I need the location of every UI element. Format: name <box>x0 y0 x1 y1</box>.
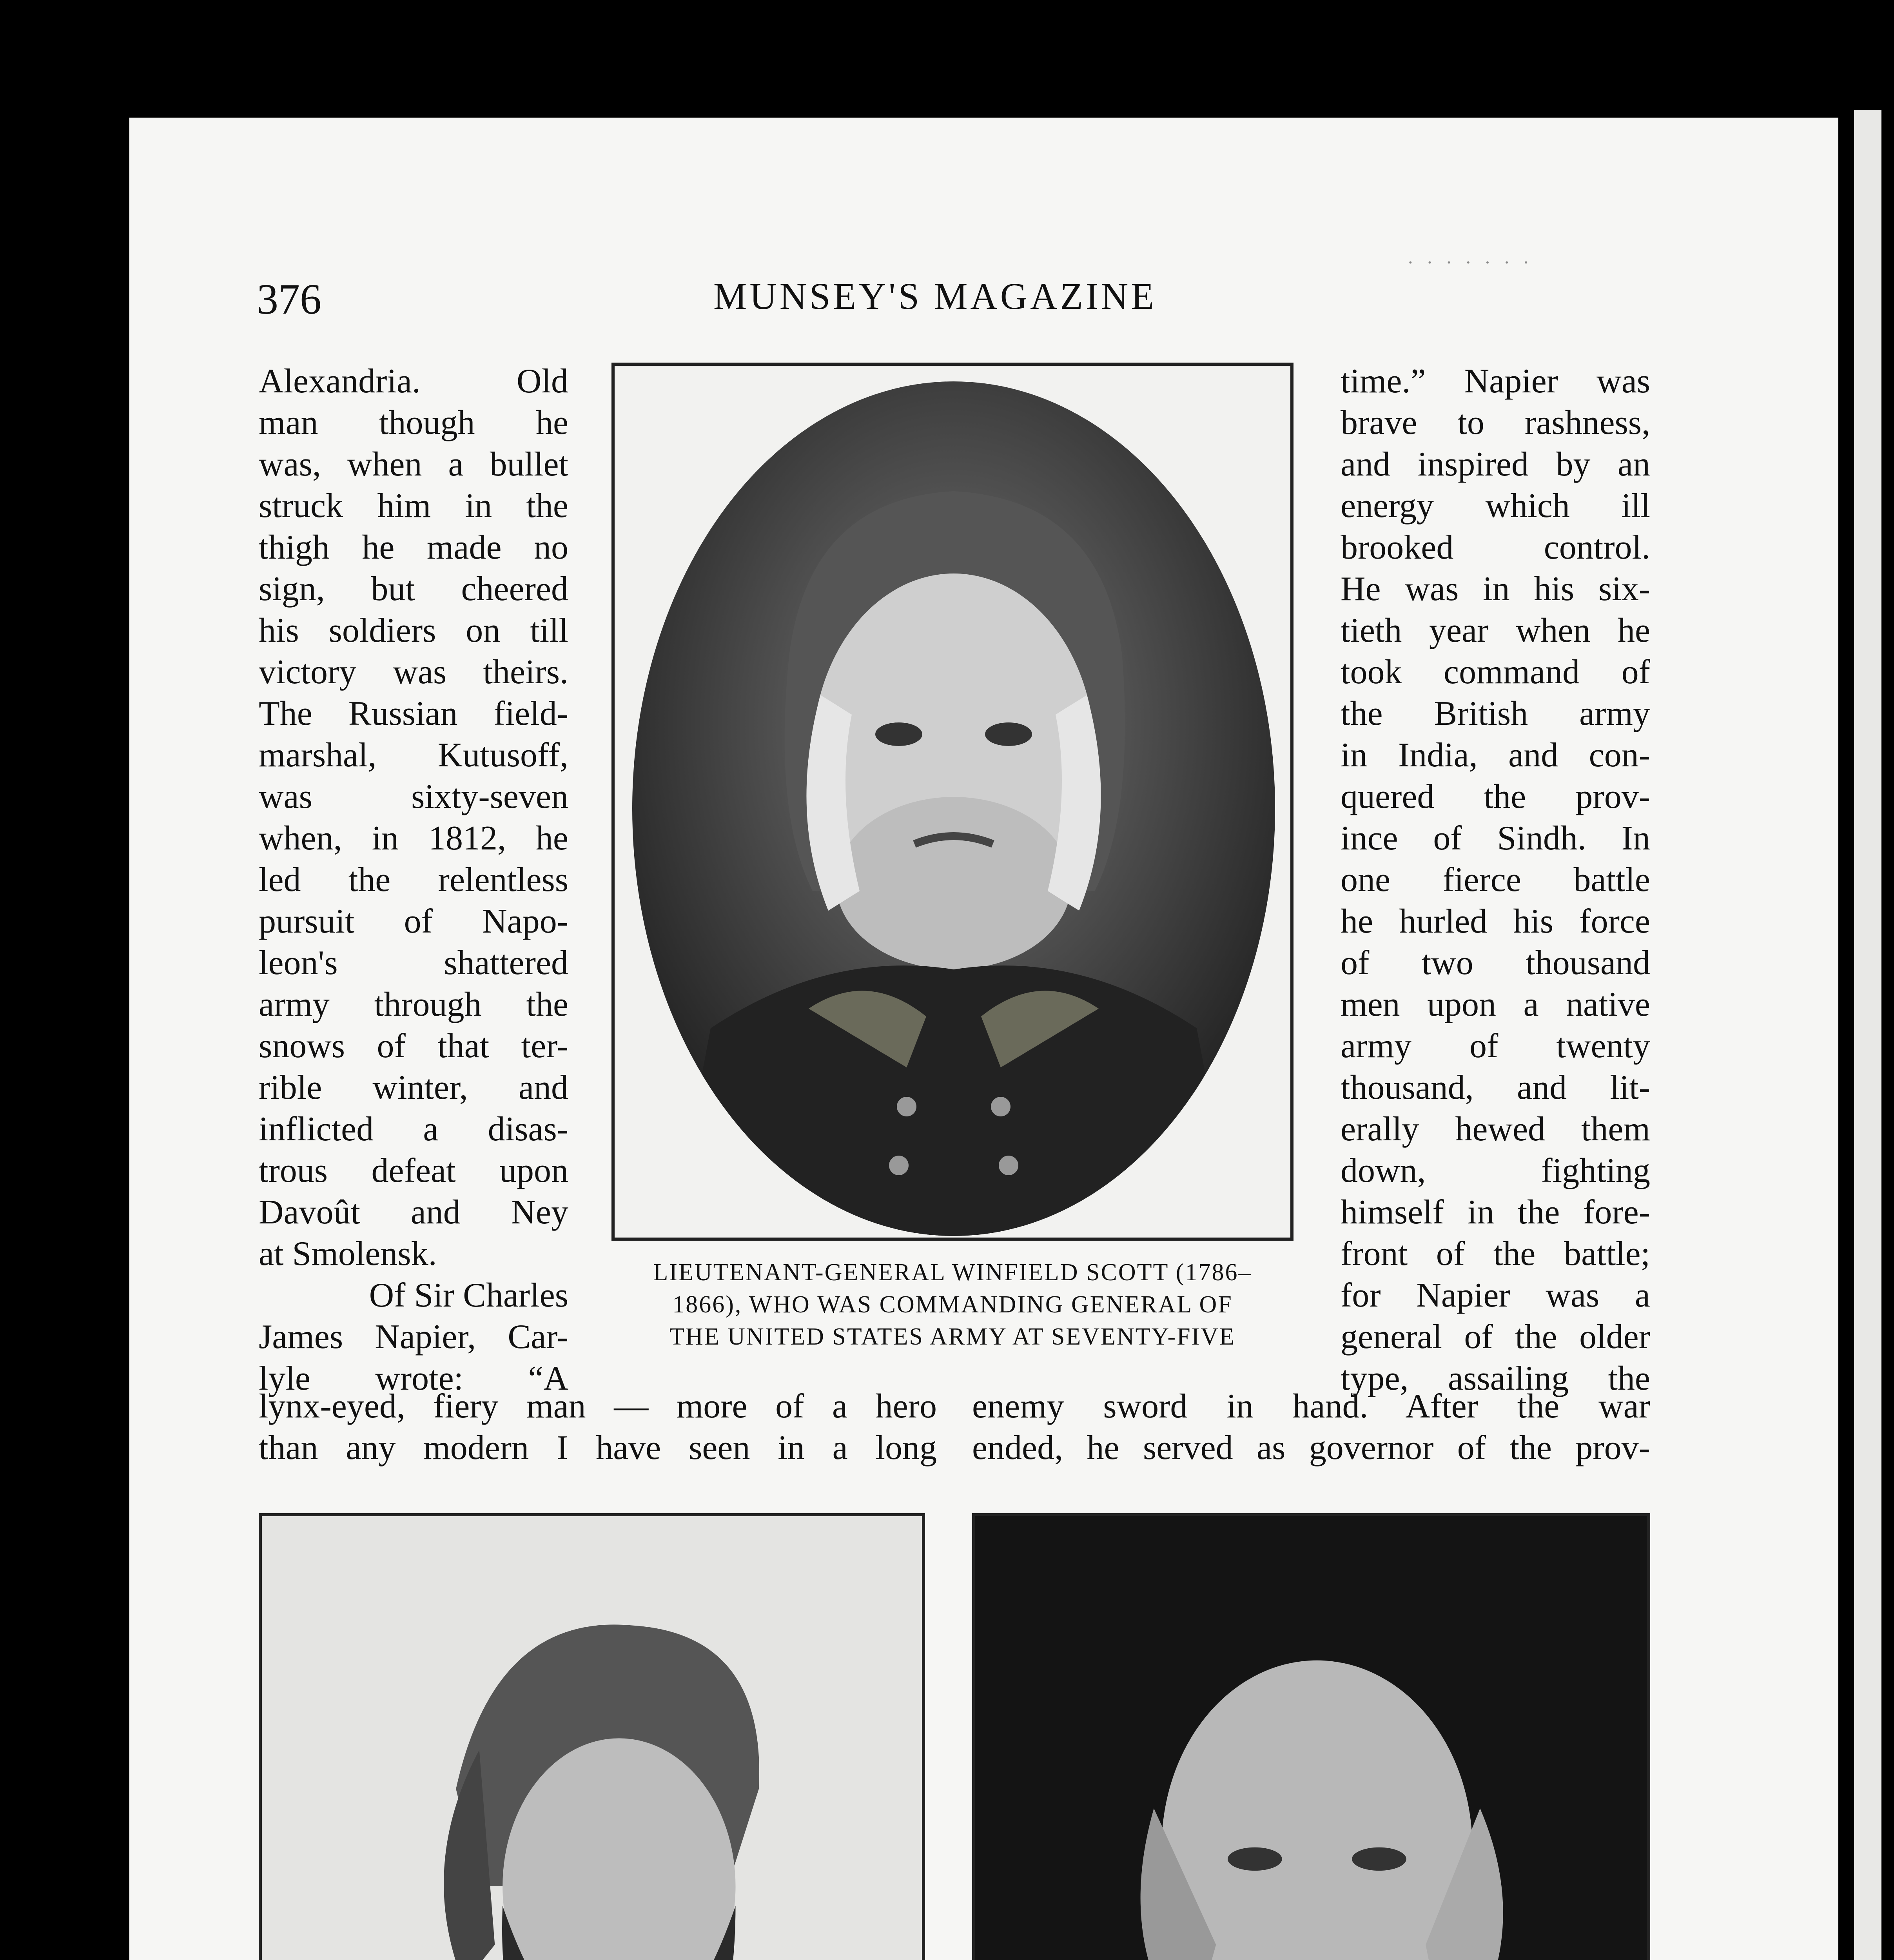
scott-portrait-image <box>632 381 1275 1236</box>
text-line: ince of Sindh. In <box>1341 819 1650 857</box>
spencer-portrait <box>972 1513 1650 1960</box>
text-line: The Russian field- <box>259 695 568 733</box>
text-line: struck him in the <box>259 487 568 525</box>
text-line: victory was theirs. <box>259 653 568 691</box>
text-line: tieth year when he <box>1341 612 1650 650</box>
text-line: he hurled his force <box>1341 902 1650 940</box>
caption-line: LIEUTENANT-GENERAL WINFIELD SCOTT (1786– <box>653 1259 1252 1286</box>
text-line: brooked control. <box>1341 528 1650 566</box>
spencer-portrait-image <box>975 1516 1647 1960</box>
text-line: James Napier, Car- <box>259 1318 568 1356</box>
text-line: time.” Napier was <box>1341 362 1650 400</box>
text-line: general of the older <box>1341 1318 1650 1356</box>
page-gutter <box>1838 110 1854 1960</box>
text-line: inflicted a disas- <box>259 1110 568 1148</box>
text-line: snows of that ter- <box>259 1027 568 1065</box>
text-line: his soldiers on till <box>259 612 568 650</box>
text-line: thousand, and lit- <box>1341 1069 1650 1107</box>
text-line: in India, and con- <box>1341 736 1650 774</box>
text-line: front of the battle; <box>1341 1235 1650 1273</box>
text-line: took command of <box>1341 653 1650 691</box>
text-line: when, in 1812, he <box>259 819 568 857</box>
caption-line: THE UNITED STATES ARMY AT SEVENTY-FIVE <box>669 1323 1235 1350</box>
tennyson-portrait-image <box>262 1516 922 1960</box>
text-line: was sixty-seven <box>259 778 568 816</box>
text-line: was, when a bullet <box>259 445 568 483</box>
text-line: marshal, Kutusoff, <box>259 736 568 774</box>
text-line: enemy sword in hand. After the war <box>972 1387 1650 1425</box>
text-line: erally hewed them <box>1341 1110 1650 1148</box>
text-line: army through the <box>259 985 568 1024</box>
text-line: He was in his six- <box>1341 570 1650 608</box>
text-line: Of Sir Charles <box>369 1276 568 1314</box>
text-line: himself in the fore- <box>1341 1193 1650 1231</box>
text-line: energy which ill <box>1341 487 1650 525</box>
text-line: ended, he served as governor of the prov- <box>972 1429 1650 1467</box>
text-line: one fierce battle <box>1341 861 1650 899</box>
text-line: trous defeat upon <box>259 1152 568 1190</box>
text-line: for Napier was a <box>1341 1276 1650 1314</box>
text-line: led the relentless <box>259 861 568 899</box>
text-line: sign, but cheered <box>259 570 568 608</box>
left-text-column <box>259 361 568 1399</box>
text-line: lyle wrote: “A <box>259 1359 568 1397</box>
text-line: Davoût and Ney <box>259 1193 568 1231</box>
print-specks: · · · · · · · <box>1407 251 1533 273</box>
scott-portrait-frame <box>611 363 1294 1241</box>
scott-portrait <box>632 381 1275 1236</box>
text-line: lynx-eyed, fiery man — more of a hero <box>259 1387 937 1425</box>
text-line: the British army <box>1341 695 1650 733</box>
text-line: at Smolensk. <box>259 1235 437 1273</box>
running-header: MUNSEY'S MAGAZINE <box>713 275 1157 317</box>
tennyson-portrait <box>259 1513 925 1960</box>
text-line: than any modern I have seen in a long <box>259 1429 937 1467</box>
text-line: and inspired by an <box>1341 445 1650 483</box>
text-line: quered the prov- <box>1341 778 1650 816</box>
text-line: down, fighting <box>1341 1152 1650 1190</box>
right-text-column <box>1341 361 1650 1399</box>
bridge-left <box>259 1386 937 1469</box>
text-line: of two thousand <box>1341 944 1650 982</box>
text-line: leon's shattered <box>259 944 568 982</box>
text-line: type, assailing the <box>1341 1359 1650 1397</box>
text-line: men upon a native <box>1341 985 1650 1024</box>
caption-line: 1866), WHO WAS COMMANDING GENERAL OF <box>672 1291 1233 1318</box>
page-number: 376 <box>257 275 321 323</box>
text-line: thigh he made no <box>259 528 568 566</box>
bridge-right <box>972 1386 1650 1469</box>
next-page-edge <box>1854 110 1881 1960</box>
text-line: Alexandria. Old <box>259 362 568 400</box>
text-line: army of twenty <box>1341 1027 1650 1065</box>
text-line: pursuit of Napo- <box>259 902 568 940</box>
text-line: rible winter, and <box>259 1069 568 1107</box>
text-line: brave to rashness, <box>1341 404 1650 442</box>
scott-caption <box>611 1256 1294 1353</box>
text-line: man though he <box>259 404 568 442</box>
